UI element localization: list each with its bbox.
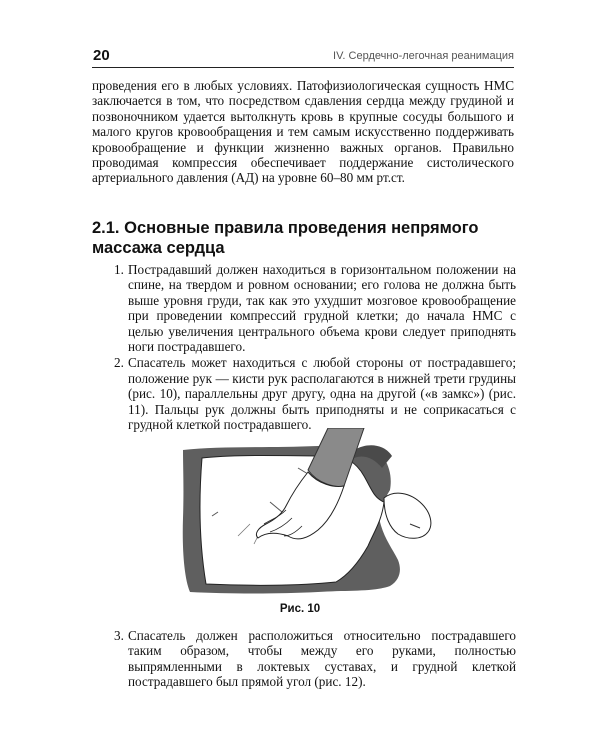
list-item-number: 1.	[114, 262, 124, 277]
rules-list	[92, 262, 516, 432]
rules-list-continued	[92, 628, 516, 690]
intro-paragraph: проведения его в любых условиях. Патофизиологическая сущность НМС заключается в том, что посредством сдавления сердца между грудиной и позвоночником удается вытолкнуть кровь в крупные сосуды большого и малого кругов кровообращения и тем самым искусственно поддерживать кровообращение и функции жизненно важных органов. Правильно проводимая компрессия обеспечивает поддержание систолического артериального давления (АД) на уровне 60–80 мм рт.ст.	[92, 78, 514, 186]
list-item-text: Спасатель может находиться с любой стороны от пострадавшего; положение рук — кисти рук располагаются в нижней трети грудины (рис. 10), параллельны друг другу, одна на другой («в замкс») (рис. 11). Пальцы рук должны быть приподняты и не соприкасаться с грудной клеткой пострадавшего.	[128, 355, 516, 433]
list-item-number: 2.	[114, 355, 124, 371]
list-item	[92, 355, 516, 432]
section-heading: 2.1. Основные правила проведения непрямого массажа сердца	[92, 219, 479, 257]
page-number: 20	[93, 47, 110, 64]
list-item-number: 3.	[114, 628, 124, 643]
list-item	[92, 628, 516, 690]
list-item-text: Пострадавший должен находиться в горизонтальном положении на спине, на твердом и ровном основании; его голова не должна быть выше уровня груди, так как это ухудшит мозговое кровообращение при проведении компрессий грудной клетки; до начала НМС с целью увеличения центрального объема крови следует приподнять ноги пострадавшего.	[128, 262, 516, 355]
head-shape	[384, 493, 431, 538]
running-title: IV. Сердечно-легочная реанимация	[333, 50, 514, 62]
list-item	[92, 262, 516, 354]
figure-chest-compression-illustration	[178, 428, 438, 596]
list-item-text: Спасатель должен расположиться относительно пострадавшего таким образом, чтобы между его руками, полностью выпрямленными в локтевых суставах, и грудной клеткой пострадавшего был прямой угол (рис. 12).	[128, 628, 516, 690]
figure-caption: Рис. 10	[279, 603, 321, 615]
header-divider	[92, 67, 514, 68]
